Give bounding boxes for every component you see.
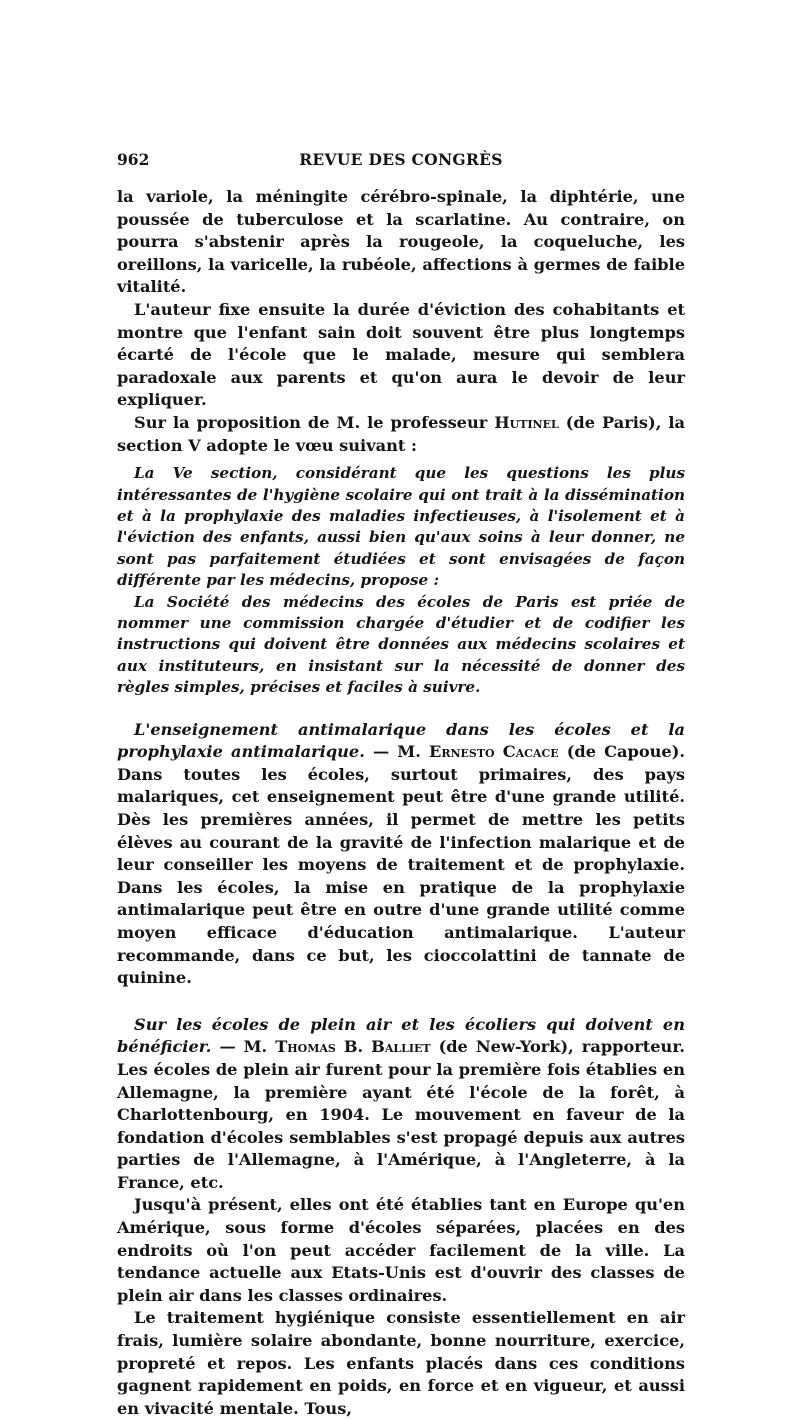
proposition-intro: Sur la proposition de M. le professeur <box>134 412 488 432</box>
section-antimalarique-title: L'enseignement antimalarique dans les écoles et la prophylaxie antimalarique. <box>117 719 685 762</box>
paragraph-proposition <box>117 412 685 457</box>
section-antimalarique-dash: — M. <box>372 742 421 762</box>
section-antimalarique <box>117 719 685 990</box>
section-plein-air-title: Sur les écoles de plein air et les écoliers qui doivent en bénéficier. <box>117 1014 685 1057</box>
vote-considerant: La Ve section, considérant que les questions les plus intéressantes de l'hygiène scolaire qui ont trait à la dissémination et à la prophylaxie des maladies infectieuses, à l'isolement et à l'éviction des enfants, aussi bien qu'aux soins à leur donner, ne sont pas parfaitement étudiées et sont envisagées de façon différente par les médecins, propose : <box>117 464 685 590</box>
author-balliet: Thomas B. Balliet <box>275 1037 431 1057</box>
paragraph-continuation: la variole, la méningite cérébro-spinale, la diphtérie, une poussée de tuberculose et la scarlatine. Au contraire, on pourra s'abstenir après la rougeole, la coqueluche, les oreillons, la varicelle, la rubéole, affections à germes de faible vitalité. <box>117 187 685 297</box>
section-antimalarique-body: (de Capoue). Dans toutes les écoles, surtout primaires, des pays malariques, cet enseignement peut être d'une grande utilité. Dès les premières années, il permet de mettre les petits élèves au courant de la gravité de l'infection malarique et de leur conseiller les moyens de traitement et de prophylaxie. Dans les écoles, la mise en pratique de la prophylaxie antimalarique peut être en outre d'une grande utilité comme moyen efficace d'éducation antimalarique. L'auteur recommande, dans ce but, les cioccolattini de tannate de quinine. <box>117 742 686 988</box>
vote-proposal: La Société des médecins des écoles de Paris est priée de nommer une commission chargée d'étudier et de codifier les instructions qui doivent être données aux médecins scolaires et aux instituteurs, en insistant sur la nécessité de donner des règles simples, précises et faciles à suivre. <box>117 592 685 697</box>
vote-block <box>117 463 685 698</box>
proposition-rest: (de Paris), la section V adopte le vœu suivant : <box>117 412 685 455</box>
author-cacace: Ernesto Cacace <box>429 742 559 762</box>
paragraph-jusqua-present: Jusqu'à présent, elles ont été établies tant en Europe qu'en Amérique, sous forme d'écoles séparées, placées en des endroits où l'on peut accéder facilement de la ville. La tendance actuelle aux Etats-Unis est d'ouvrir des classes de plein air dans les classes ordinaires. <box>117 1195 685 1305</box>
section-plein-air-dash: — M. <box>219 1037 268 1057</box>
section-plein-air <box>117 1014 685 1195</box>
body-text <box>117 186 685 1420</box>
paragraph-eviction: L'auteur fixe ensuite la durée d'éviction des cohabitants et montre que l'enfant sain doit souvent être plus longtemps écarté de l'école que le malade, mesure qui semblera paradoxale aux parents et qu'on aura le devoir de leur expliquer. <box>117 299 685 410</box>
paragraph-traitement: Le traitement hygiénique consiste essentiellement en air frais, lumière solaire abondante, bonne nourriture, exercice, propreté et repos. Les enfants placés dans ces conditions gagnent rapidement en poids, en force et en vigueur, et aussi en vivacité mentale. Tous, <box>117 1308 685 1418</box>
page-number: 962 <box>117 150 150 169</box>
section-plein-air-body: (de New-York), rapporteur. Les écoles de plein air furent pour la première fois établies en Allemagne, la première ayant été l'école de la forêt, à Charlottenbourg, en 1904. Le mouvement en faveur de la fondation d'écoles semblables s'est propagé depuis aux autres parties de l'Allemagne, à l'Amérique, à l'Angleterre, à la France, etc. <box>117 1037 685 1192</box>
author-hutinel: Hutinel <box>494 412 559 432</box>
page-header <box>117 150 685 174</box>
running-title: REVUE DES CONGRÈS <box>299 150 503 169</box>
